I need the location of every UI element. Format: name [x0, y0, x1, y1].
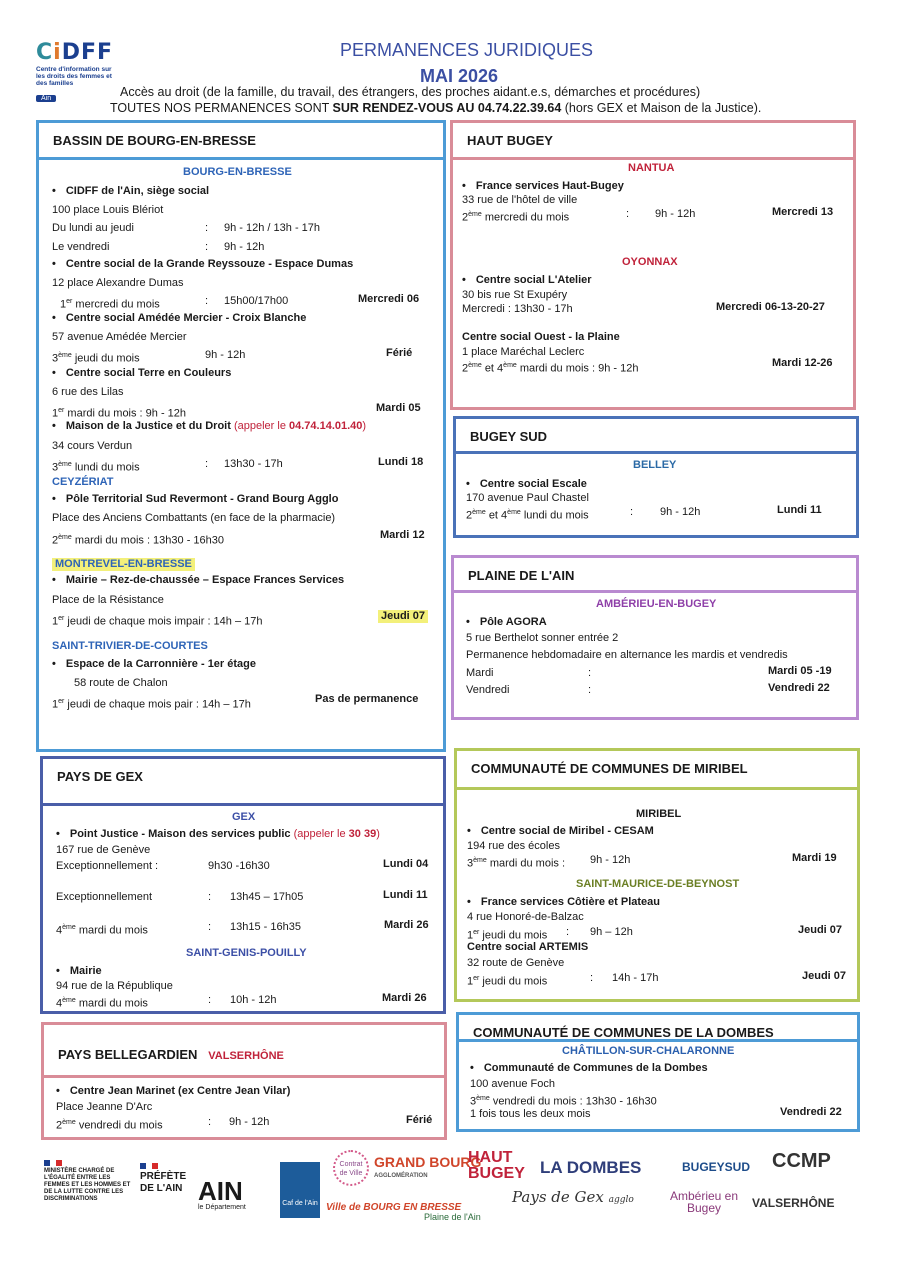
dumas-name: • Centre social de la Grande Reyssouze - Espace Dumas	[52, 258, 353, 271]
cidff-schedule-2-hours: 9h - 12h	[224, 241, 265, 253]
dumas-hours: 15h00/17h00	[224, 295, 289, 307]
prefete-text: PRÉFÈTE DE L'AIN	[140, 1171, 187, 1194]
dombes-header: COMMUNAUTÉ DE COMMUNES DE LA DOMBES	[456, 1012, 860, 1042]
fs-haut-bugey-when-text: mercredi du mois	[484, 211, 570, 224]
intro-line-2	[110, 101, 761, 115]
fs-haut-bugey-colon: :	[626, 208, 630, 220]
dumas-when-text: mercredi du mois	[75, 298, 160, 311]
cidff-logo-dept: Ain	[36, 95, 56, 102]
fs-cotiere-when: 1er jeudi du mois	[467, 929, 548, 942]
ccdombes-when: 3ème vendredi du mois : 13h30 - 16h30	[470, 1095, 657, 1108]
carronniere-when-text: jeudi de chaque mois pair : 14h – 17h	[67, 698, 251, 711]
ouest-when-b: mardi du mois : 9h - 12h	[519, 362, 639, 375]
mjd-colon: :	[205, 458, 209, 470]
escale-when-a: et 4	[488, 509, 508, 522]
fs-cotiere-colon: :	[566, 926, 570, 938]
agora-date-1: Mardi 05 -19	[768, 665, 832, 677]
flag-icon	[44, 1160, 62, 1166]
gex-exc-1-hours: 9h30 -16h30	[208, 860, 270, 872]
mercier-date: Férié	[386, 347, 413, 359]
escale-address: 170 avenue Paul Chastel	[466, 492, 589, 504]
mercier-hours: 9h - 12h	[205, 349, 246, 361]
pole-when-text: mardi du mois : 13h30 - 16h30	[74, 534, 225, 547]
ordinal: er	[473, 929, 480, 936]
escale-when-b: lundi du mois	[523, 509, 589, 522]
intro-phone: SUR RENDEZ-VOUS AU 04.74.22.39.64	[332, 101, 562, 115]
carronniere-address: 58 route de Chalon	[74, 677, 168, 689]
cidff-schedule-2-label: Le vendredi	[52, 241, 110, 253]
gex-exc-1-date: Lundi 04	[383, 858, 429, 870]
pole-name: • Pôle Territorial Sud Revermont - Grand Bourg Agglo	[52, 493, 338, 506]
ordinal: ème	[62, 997, 76, 1004]
intro-line-1: Accès au droit (de la famille, du travail, des étrangers, des proches aidant.e.s, démarches et procédures)	[120, 85, 701, 99]
gex-monthly-label: 4ème mardi du mois	[56, 924, 148, 937]
cesam-date: Mardi 19	[792, 852, 837, 864]
plaine-header: PLAINE DE L'AIN	[451, 555, 859, 593]
ordinal: ème	[503, 362, 517, 369]
mairie-sgp-address: 94 rue de la République	[56, 980, 173, 992]
gex-monthly-label-text: mardi du mois	[78, 924, 148, 937]
atelier-when: Mercredi : 13h30 - 17h	[462, 303, 573, 315]
cesam-hours: 9h - 12h	[590, 854, 631, 866]
fs-cotiere-when-text: jeudi du mois	[482, 929, 548, 942]
cidff-schedule-2-colon: :	[205, 241, 209, 253]
chatillon-title: CHÂTILLON-SUR-CHALARONNE	[562, 1045, 735, 1057]
marinet-hours: 9h - 12h	[229, 1116, 270, 1128]
artemis-address: 32 route de Genève	[467, 957, 565, 969]
ville-bourg-logo: Ville de BOURG EN BRESSE	[326, 1202, 462, 1213]
ordinal: ème	[476, 1095, 490, 1102]
bourg-header: BASSIN DE BOURG-EN-BRESSE	[36, 120, 446, 160]
ordinal: ème	[58, 461, 72, 468]
saint-genis-title: SAINT-GENIS-POUILLY	[186, 947, 307, 959]
mairie-sgp-when-text: mardi du mois	[78, 997, 148, 1010]
grand-bourg-sub: AGGLOMÉRATION	[374, 1173, 428, 1179]
ouest-when-a: et 4	[484, 362, 504, 375]
miribel-city-title: MIRIBEL	[636, 808, 682, 820]
gex-exc-1-label: Exceptionnellement :	[56, 860, 159, 872]
mairie-montrevel-when-text: jeudi de chaque mois impair : 14h – 17h	[67, 615, 263, 628]
caf-logo: Caf de l'Ain	[280, 1162, 320, 1218]
oyonnax-title: OYONNAX	[622, 256, 678, 268]
escale-when: 2ème et 4ème lundi du mois	[466, 509, 589, 522]
point-justice-call: (appeler le	[293, 828, 349, 840]
pole-address: Place des Anciens Combattants (en face de la pharmacie)	[52, 512, 336, 524]
point-justice-phone: 30 39	[348, 828, 377, 840]
carronniere-date: Pas de permanence	[315, 693, 419, 705]
fs-cotiere-address: 4 rue Honoré-de-Balzac	[467, 911, 584, 923]
mairie-montrevel-date: Jeudi 07	[378, 610, 428, 623]
grand-bourg-logo	[374, 1155, 481, 1183]
mercier-name: • Centre social Amédée Mercier - Croix Blanche	[52, 312, 306, 325]
gex-header: PAYS DE GEX	[40, 756, 446, 806]
mjd-hours: 13h30 - 17h	[224, 458, 283, 470]
ccdombes-address: 100 avenue Foch	[470, 1078, 556, 1090]
bugey-sud-header: BUGEY SUD	[453, 416, 859, 454]
cidff-schedule-1-hours: 9h - 12h / 13h - 17h	[224, 222, 321, 234]
mairie-sgp-hours: 10h - 12h	[230, 994, 277, 1006]
cidff-schedule-1-label: Du lundi au jeudi	[52, 222, 134, 234]
fs-haut-bugey-hours: 9h - 12h	[655, 208, 696, 220]
marinet-address: Place Jeanne D'Arc	[56, 1101, 153, 1113]
cidff-site-address: 100 place Louis Blériot	[52, 204, 164, 216]
mjd-name	[52, 420, 366, 433]
ccdombes-name: • Communauté de Communes de la Dombes	[470, 1062, 708, 1075]
agora-name: • Pôle AGORA	[466, 616, 547, 629]
mjd-phone: 04.74.14.01.40	[289, 420, 363, 432]
gex-exc-2-label: Exceptionnellement	[56, 891, 153, 903]
ain-sub: le Département	[198, 1204, 246, 1211]
bellegarde-title: PAYS BELLEGARDIEN	[58, 1047, 198, 1062]
cidff-schedule-1-colon: :	[205, 222, 209, 234]
ordinal: ème	[58, 534, 72, 541]
ordinal: ème	[473, 857, 487, 864]
ordinal: er	[66, 298, 73, 305]
escale-name: • Centre social Escale	[466, 478, 587, 491]
point-justice-name-text: Point Justice - Maison des services public	[69, 828, 291, 840]
ordinal: ème	[472, 509, 486, 516]
fs-haut-bugey-name: • France services Haut-Bugey	[462, 180, 624, 193]
bourg-city-title: BOURG-EN-BRESSE	[183, 166, 292, 178]
saint-trivier-title: SAINT-TRIVIER-DE-COURTES	[52, 640, 208, 652]
artemis-when: 1er jeudi du mois	[467, 975, 548, 988]
escale-date: Lundi 11	[777, 504, 822, 516]
montrevel-title: MONTREVEL-EN-BRESSE	[52, 558, 195, 571]
carronniere-when: 1er jeudi de chaque mois pair : 14h – 17h	[52, 698, 251, 711]
atelier-name: • Centre social L'Atelier	[462, 274, 592, 287]
pole-when: 2ème mardi du mois : 13h30 - 16h30	[52, 534, 225, 547]
artemis-hours: 14h - 17h	[612, 972, 659, 984]
mjd-when-text: lundi du mois	[74, 461, 140, 474]
gex-exc-2-colon: :	[208, 891, 212, 903]
ordinal: er	[473, 975, 480, 982]
mjd-when: 3ème lundi du mois	[52, 461, 140, 474]
haut-bugey-header: HAUT BUGEY	[450, 120, 856, 160]
fs-haut-bugey-when: 2ème mercredi du mois	[462, 211, 570, 224]
grand-bourg-text: GRAND BOURG	[374, 1154, 482, 1170]
page-month: MAI 2026	[420, 66, 499, 86]
nantua-title: NANTUA	[628, 162, 675, 174]
ouest-name: Centre social Ouest - la Plaine	[462, 331, 620, 343]
bellegarde-header	[41, 1022, 447, 1078]
mairie-montrevel-when: 1er jeudi de chaque mois impair : 14h – 17h	[52, 615, 263, 628]
mercier-when: 3ème jeudi du mois	[52, 352, 140, 365]
ordinal: er	[58, 615, 65, 622]
gex-city-title: GEX	[232, 811, 256, 823]
valserhone-title: VALSERHÔNE	[208, 1050, 284, 1062]
cesam-when: 3ème mardi du mois :	[467, 857, 566, 870]
agora-date-2: Vendredi 22	[768, 682, 830, 694]
escale-hours: 9h - 12h	[660, 506, 701, 518]
ordinal: ème	[62, 1119, 76, 1126]
point-justice-name	[56, 828, 380, 841]
saint-maurice-title: SAINT-MAURICE-DE-BEYNOST	[576, 878, 740, 890]
terre-name: • Centre social Terre en Couleurs	[52, 367, 231, 380]
bugeysud-logo: BUGEYSUD	[682, 1160, 751, 1174]
ain-text: AIN	[198, 1176, 243, 1206]
artemis-date: Jeudi 07	[802, 970, 847, 982]
ordinal: er	[58, 407, 65, 414]
mjd-name-text: Maison de la Justice et du Droit	[65, 420, 231, 432]
marinet-date: Férié	[406, 1114, 433, 1126]
ouest-address: 1 place Maréchal Leclerc	[462, 346, 585, 358]
prefete-logo	[140, 1163, 188, 1195]
agora-label-1: Mardi	[466, 667, 494, 679]
agora-address: 5 rue Berthelot sonner entrée 2	[466, 632, 619, 644]
point-justice-address: 167 rue de Genève	[56, 844, 151, 856]
ordinal: ème	[507, 509, 521, 516]
amberieu-title: AMBÉRIEU-EN-BUGEY	[596, 598, 717, 610]
ordinal: ème	[62, 924, 76, 931]
haut-bugey-logo: HAUT BUGEY	[468, 1149, 525, 1182]
ouest-date: Mardi 12-26	[772, 357, 833, 369]
agora-colon-1: :	[588, 667, 592, 679]
gex-monthly-hours: 13h15 - 16h35	[230, 921, 301, 933]
cesam-name: • Centre social de Miribel - CESAM	[467, 825, 654, 838]
cidff-logo-subtitle: Centre d'information sur les droits des femmes et des familles	[36, 66, 112, 87]
ministere-text: MINISTÈRE CHARGÉ DE L'ÉGALITÉ ENTRE LES FEMMES ET LES HOMMES ET DE LA LUTTE CONTRE LES DISCRIMINATIONS	[44, 1168, 131, 1202]
amberieu-logo: Ambérieu en Bugey	[669, 1189, 739, 1215]
gex-monthly-colon: :	[208, 921, 212, 933]
dumas-when: 1er mercredi du mois	[60, 298, 160, 311]
pays-gex-text: Pays de Gex	[512, 1188, 604, 1206]
cesam-when-text: mardi du mois :	[489, 857, 566, 870]
cidff-logo-text: CiDFF	[36, 40, 114, 65]
ordinal: er	[58, 698, 65, 705]
dumas-address: 12 place Alexandre Dumas	[52, 277, 184, 289]
cesam-address: 194 rue des écoles	[467, 840, 560, 852]
gex-exc-2-hours: 13h45 – 17h05	[230, 891, 304, 903]
carronniere-name: • Espace de la Carronnière - 1er étage	[52, 658, 256, 671]
escale-colon: :	[630, 506, 634, 518]
point-justice-call-close: )	[376, 828, 380, 840]
agora-note: Permanence hebdomadaire en alternance les mardis et vendredis	[466, 649, 788, 661]
intro-note: (hors GEX et Maison de la Justice).	[561, 101, 762, 115]
mjd-date: Lundi 18	[378, 456, 424, 468]
valserhone-logo: VALSERHÔNE	[752, 1196, 835, 1210]
mjd-address: 34 cours Verdun	[52, 440, 133, 452]
miribel-header: COMMUNAUTÉ DE COMMUNES DE MIRIBEL	[454, 748, 860, 790]
artemis-name: Centre social ARTEMIS	[467, 941, 589, 953]
ouest-when: 2ème et 4ème mardi du mois : 9h - 12h	[462, 362, 639, 375]
pole-date: Mardi 12	[380, 529, 425, 541]
pays-gex-logo	[512, 1188, 634, 1206]
ordinal: ème	[468, 362, 482, 369]
mairie-sgp-name: • Mairie	[56, 965, 102, 978]
mjd-call-close: )	[362, 420, 367, 432]
terre-address: 6 rue des Lilas	[52, 386, 124, 398]
ccdombes-date: Vendredi 22	[780, 1106, 842, 1118]
artemis-when-text: jeudi du mois	[482, 975, 548, 988]
agora-colon-2: :	[588, 684, 592, 696]
ordinal: ème	[468, 211, 482, 218]
gex-monthly-date: Mardi 26	[384, 919, 429, 931]
marinet-name: • Centre Jean Marinet (ex Centre Jean Vilar)	[56, 1085, 290, 1098]
mairie-sgp-date: Mardi 26	[382, 992, 427, 1004]
terre-when: 1er mardi du mois : 9h - 12h	[52, 407, 187, 420]
ain-departement-logo	[198, 1178, 246, 1211]
atelier-address: 30 bis rue St Exupéry	[462, 289, 568, 301]
ccmp-logo: CCMP	[772, 1150, 831, 1172]
mercier-address: 57 avenue Amédée Mercier	[52, 331, 187, 343]
plaine-ain-logo: Plaine de l'Ain	[424, 1212, 481, 1222]
ceyzeriat-title: CEYZÉRIAT	[52, 476, 114, 488]
ccdombes-when-text: vendredi du mois : 13h30 - 16h30	[492, 1095, 657, 1108]
dumas-date: Mercredi 06	[358, 293, 420, 305]
fs-cotiere-date: Jeudi 07	[798, 924, 843, 936]
mairie-montrevel-name: • Mairie – Rez-de-chaussée – Espace Frances Services	[52, 574, 344, 587]
agora-label-2: Vendredi	[466, 684, 510, 696]
mercier-when-text: jeudi du mois	[74, 352, 140, 365]
mairie-sgp-colon: :	[208, 994, 212, 1006]
mairie-sgp-when: 4ème mardi du mois	[56, 997, 148, 1010]
terre-date: Mardi 05	[376, 402, 421, 414]
gex-exc-2-date: Lundi 11	[383, 889, 428, 901]
dumas-colon: :	[205, 295, 209, 307]
marinet-colon: :	[208, 1116, 212, 1128]
la-dombes-logo: LA DOMBES	[540, 1158, 642, 1177]
page-title: PERMANENCES JURIDIQUES	[340, 40, 594, 60]
ccdombes-freq: 1 fois tous les deux mois	[470, 1108, 591, 1120]
contrat-ville-logo: Contrat de Ville	[333, 1150, 369, 1186]
artemis-colon: :	[590, 972, 594, 984]
pays-gex-sub: agglo	[608, 1195, 634, 1205]
intro-text: TOUTES NOS PERMANENCES SONT	[110, 101, 333, 115]
fs-cotiere-name: • France services Côtière et Plateau	[467, 896, 660, 909]
fs-haut-bugey-date: Mercredi 13	[772, 206, 834, 218]
ordinal: ème	[58, 352, 72, 359]
flag-icon	[140, 1163, 158, 1169]
marinet-when: 2ème vendredi du mois	[56, 1119, 163, 1132]
mjd-call-text: (appeler le	[233, 420, 290, 432]
terre-when-text: mardi du mois : 9h - 12h	[67, 407, 187, 420]
fs-haut-bugey-address: 33 rue de l'hôtel de ville	[462, 194, 578, 206]
cidff-site-name: • CIDFF de l'Ain, siège social	[52, 185, 209, 198]
fs-cotiere-hours: 9h – 12h	[590, 926, 633, 938]
marinet-when-text: vendredi du mois	[78, 1119, 163, 1132]
atelier-date: Mercredi 06-13-20-27	[716, 301, 825, 313]
ministere-logo	[44, 1160, 134, 1203]
belley-title: BELLEY	[633, 459, 677, 471]
mairie-montrevel-address: Place de la Résistance	[52, 594, 164, 606]
